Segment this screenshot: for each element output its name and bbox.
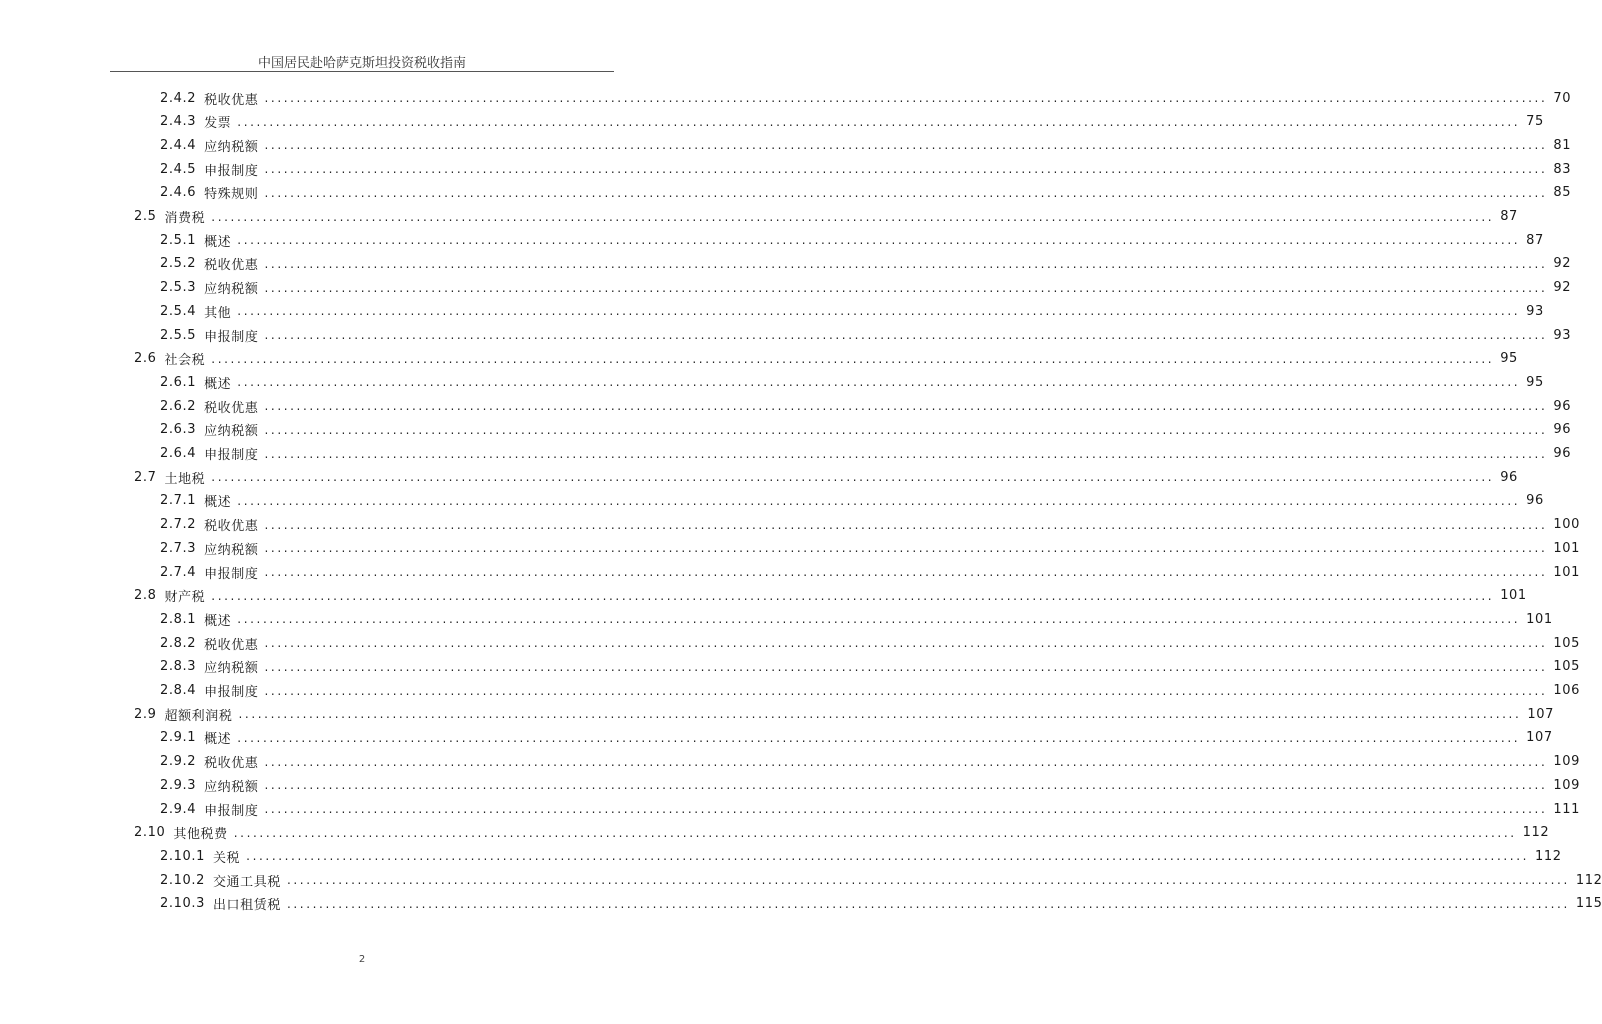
toc-entry-number: 2.4.4 bbox=[160, 137, 197, 153]
toc-entry-number: 2.4.2 bbox=[160, 90, 197, 106]
toc-entry-title: 概述 bbox=[204, 376, 232, 392]
toc-entry-number: 2.8.4 bbox=[160, 683, 197, 698]
toc-entry-page: 75 bbox=[1526, 114, 1544, 130]
toc-entry-title: 社会税 bbox=[164, 353, 206, 369]
toc-dot-leader: ........................................................................................................................................................................................................ bbox=[233, 825, 1517, 840]
toc-entry-page: 92 bbox=[1553, 256, 1572, 272]
toc-entry-number: 2.6.3 bbox=[160, 422, 197, 438]
toc-dot-leader: ........................................................................................................................................................................................................ bbox=[211, 209, 1495, 224]
toc-entry[interactable] bbox=[160, 489, 1544, 513]
toc-dot-leader: ........................................................................................................................................................................................................ bbox=[264, 754, 1548, 769]
toc-entry-title: 概述 bbox=[204, 495, 232, 511]
toc-entry-number: 2.5.2 bbox=[160, 256, 197, 272]
toc-entry-page: 115 bbox=[1575, 896, 1602, 912]
toc-dot-leader: ........................................................................................................................................................................................................ bbox=[264, 446, 1548, 461]
toc-entry[interactable] bbox=[134, 465, 1518, 489]
toc-entry-page: 101 bbox=[1500, 588, 1527, 604]
toc-dot-leader: ........................................................................................................................................................................................................ bbox=[264, 185, 1548, 200]
toc-entry-number: 2.6.1 bbox=[160, 374, 197, 390]
toc-entry[interactable] bbox=[160, 726, 1553, 750]
toc-entry-page: 93 bbox=[1553, 327, 1572, 343]
page-header: 中国居民赴哈萨克斯坦投资税收指南 bbox=[257, 56, 466, 71]
toc-entry[interactable] bbox=[160, 299, 1544, 323]
toc-entry[interactable] bbox=[160, 773, 1580, 797]
toc-entry-number: 2.6.4 bbox=[160, 446, 197, 461]
toc-entry-title: 申报制度 bbox=[204, 566, 259, 582]
toc-entry[interactable] bbox=[160, 181, 1572, 205]
toc-entry-page: 95 bbox=[1500, 351, 1518, 367]
toc-entry[interactable] bbox=[160, 892, 1602, 916]
toc-entry-number: 2.10.3 bbox=[160, 896, 205, 912]
toc-entry-page: 101 bbox=[1526, 611, 1553, 627]
toc-entry-title: 申报制度 bbox=[204, 803, 259, 819]
toc-entry[interactable] bbox=[160, 560, 1580, 584]
toc-entry-page: 107 bbox=[1527, 706, 1555, 722]
toc-entry-number: 2.8.2 bbox=[160, 635, 197, 651]
toc-entry-number: 2.8.1 bbox=[160, 611, 197, 627]
toc-entry-page: 96 bbox=[1526, 493, 1544, 509]
toc-entry-number: 2.9 bbox=[134, 706, 157, 722]
toc-entry-title: 发票 bbox=[204, 116, 232, 132]
toc-entry-page: 112 bbox=[1575, 872, 1602, 888]
toc-entry-number: 2.9.4 bbox=[160, 801, 197, 817]
toc-entry-title: 消费税 bbox=[164, 211, 206, 226]
toc-dot-leader: ........................................................................................................................................................................................................ bbox=[264, 683, 1548, 698]
toc-entry-title: 应纳税额 bbox=[204, 661, 259, 677]
toc-dot-leader: ........................................................................................................................................................................................................ bbox=[264, 138, 1548, 153]
toc-entry-number: 2.5.1 bbox=[160, 232, 197, 248]
toc-entry-page: 109 bbox=[1553, 754, 1580, 770]
toc-dot-leader: ........................................................................................................................................................................................................ bbox=[246, 849, 1530, 864]
toc-entry-title: 申报制度 bbox=[204, 163, 259, 179]
toc-entry[interactable] bbox=[160, 750, 1580, 774]
toc-entry-title: 申报制度 bbox=[204, 448, 259, 463]
toc-entry-page: 96 bbox=[1553, 422, 1572, 438]
toc-entry[interactable] bbox=[160, 276, 1572, 300]
toc-entry[interactable] bbox=[160, 513, 1580, 537]
toc-entry[interactable] bbox=[160, 323, 1572, 347]
toc-dot-leader: ........................................................................................................................................................................................................ bbox=[237, 114, 1521, 129]
toc-entry-number: 2.4.3 bbox=[160, 114, 197, 130]
toc-entry-number: 2.10.1 bbox=[160, 848, 205, 864]
toc-entry-page: 70 bbox=[1553, 90, 1572, 106]
toc-dot-leader: ........................................................................................................................................................................................................ bbox=[211, 351, 1495, 366]
toc-entry-title: 应纳税额 bbox=[204, 779, 259, 795]
toc-entry-page: 83 bbox=[1553, 161, 1572, 177]
toc-entry-title: 关税 bbox=[212, 850, 241, 866]
toc-dot-leader: ........................................................................................................................................................................................................ bbox=[264, 659, 1548, 674]
toc-entry-title: 土地税 bbox=[164, 471, 206, 487]
toc-dot-leader: ........................................................................................................................................................................................................ bbox=[211, 588, 1495, 603]
toc-entry-page: 96 bbox=[1553, 446, 1572, 461]
toc-dot-leader: ........................................................................................................................................................................................................ bbox=[237, 493, 1521, 508]
toc-entry-title: 交通工具税 bbox=[212, 874, 281, 890]
toc-entry[interactable] bbox=[134, 347, 1518, 371]
toc-entry-page: 107 bbox=[1526, 730, 1553, 746]
toc-entry-title: 申报制度 bbox=[204, 329, 259, 345]
toc-entry-number: 2.9.2 bbox=[160, 754, 197, 770]
toc-entry[interactable] bbox=[134, 821, 1550, 845]
toc-dot-leader: ........................................................................................................................................................................................................ bbox=[264, 541, 1548, 556]
toc-entry-number: 2.7.3 bbox=[160, 540, 197, 556]
header-rule bbox=[110, 71, 614, 72]
toc-entry[interactable] bbox=[160, 536, 1580, 560]
toc-entry-page: 105 bbox=[1553, 635, 1580, 651]
toc-entry[interactable] bbox=[160, 868, 1602, 892]
toc-dot-leader: ........................................................................................................................................................................................................ bbox=[264, 636, 1548, 651]
toc-dot-leader: ........................................................................................................................................................................................................ bbox=[211, 470, 1495, 485]
toc-entry-number: 2.9.3 bbox=[160, 777, 197, 793]
toc-entry-page: 111 bbox=[1553, 801, 1580, 817]
toc-dot-leader: ........................................................................................................................................................................................................ bbox=[264, 280, 1548, 295]
toc-entry-title: 税收优惠 bbox=[204, 519, 259, 535]
toc-dot-leader: ........................................................................................................................................................................................................ bbox=[238, 707, 1522, 722]
toc-entry-number: 2.5.3 bbox=[160, 280, 197, 296]
toc-entry-title: 应纳税额 bbox=[204, 139, 259, 155]
toc-entry-title: 税收优惠 bbox=[204, 92, 259, 108]
toc-entry[interactable] bbox=[160, 86, 1572, 110]
toc-entry-number: 2.7 bbox=[134, 469, 157, 485]
toc-entry-number: 2.8 bbox=[134, 588, 157, 604]
toc-entry-page: 92 bbox=[1553, 280, 1572, 296]
toc-entry[interactable] bbox=[160, 844, 1562, 868]
toc-entry[interactable] bbox=[134, 702, 1555, 726]
toc-dot-leader: ........................................................................................................................................................................................................ bbox=[264, 517, 1548, 532]
toc-entry-page: 106 bbox=[1553, 683, 1580, 698]
toc-entry[interactable] bbox=[160, 797, 1580, 821]
toc-entry-number: 2.8.3 bbox=[160, 659, 197, 675]
toc-entry-title: 税收优惠 bbox=[204, 258, 259, 274]
toc-dot-leader: ........................................................................................................................................................................................................ bbox=[237, 375, 1521, 390]
toc-dot-leader: ........................................................................................................................................................................................................ bbox=[264, 565, 1548, 579]
toc-entry-page: 105 bbox=[1553, 659, 1580, 675]
toc-entry-title: 概述 bbox=[204, 234, 232, 250]
toc-entry-page: 112 bbox=[1522, 825, 1550, 841]
toc-entry[interactable] bbox=[160, 418, 1572, 442]
toc-entry-title: 应纳税额 bbox=[204, 542, 259, 558]
toc-dot-leader: ........................................................................................................................................................................................................ bbox=[237, 612, 1521, 627]
page-number: 2 bbox=[358, 954, 366, 965]
toc-entry-number: 2.5.4 bbox=[160, 303, 197, 319]
toc-dot-leader: ........................................................................................................................................................................................................ bbox=[264, 802, 1548, 816]
toc-entry-page: 100 bbox=[1553, 517, 1580, 533]
toc-entry-page: 101 bbox=[1553, 540, 1580, 556]
toc-entry[interactable] bbox=[160, 607, 1553, 631]
toc-dot-leader: ........................................................................................................................................................................................................ bbox=[237, 233, 1521, 248]
toc-entry-number: 2.7.1 bbox=[160, 493, 197, 509]
toc-entry-page: 96 bbox=[1553, 398, 1572, 414]
toc-entry[interactable] bbox=[160, 679, 1580, 703]
toc-dot-leader: ........................................................................................................................................................................................................ bbox=[264, 91, 1548, 105]
toc-entry-page: 81 bbox=[1553, 137, 1572, 153]
toc-entry-number: 2.6.2 bbox=[160, 398, 197, 414]
toc-entry-title: 税收优惠 bbox=[204, 637, 259, 653]
toc-dot-leader: ........................................................................................................................................................................................................ bbox=[264, 399, 1548, 414]
toc-entry-page: 101 bbox=[1553, 564, 1580, 580]
toc-dot-leader: ........................................................................................................................................................................................................ bbox=[286, 896, 1570, 911]
toc-entry[interactable] bbox=[160, 157, 1572, 181]
toc-dot-leader: ........................................................................................................................................................................................................ bbox=[237, 304, 1521, 319]
toc-entry[interactable] bbox=[134, 584, 1527, 608]
toc-entry-number: 2.9.1 bbox=[160, 730, 197, 746]
toc-entry-page: 96 bbox=[1500, 469, 1518, 485]
toc-entry-number: 2.4.5 bbox=[160, 161, 197, 177]
toc-entry[interactable] bbox=[160, 133, 1572, 157]
toc-entry-number: 2.4.6 bbox=[160, 185, 197, 201]
toc-entry-number: 2.5 bbox=[134, 209, 157, 224]
toc-entry[interactable] bbox=[160, 370, 1544, 394]
toc-entry[interactable] bbox=[160, 252, 1572, 276]
toc-entry-title: 概述 bbox=[204, 732, 232, 748]
toc-entry-number: 2.7.4 bbox=[160, 564, 197, 580]
toc-entry-title: 税收优惠 bbox=[204, 400, 259, 416]
toc-entry-title: 应纳税额 bbox=[204, 424, 259, 440]
toc-dot-leader: ........................................................................................................................................................................................................ bbox=[264, 328, 1548, 342]
toc-entry[interactable] bbox=[160, 228, 1544, 252]
toc-entry-page: 93 bbox=[1526, 303, 1544, 319]
toc-entry-page: 112 bbox=[1535, 848, 1562, 864]
toc-dot-leader: ........................................................................................................................................................................................................ bbox=[237, 730, 1521, 745]
toc-entry-page: 85 bbox=[1553, 185, 1572, 201]
toc-entry[interactable] bbox=[134, 205, 1518, 229]
toc-entry-title: 税收优惠 bbox=[204, 756, 259, 772]
toc-entry-number: 2.6 bbox=[134, 351, 157, 367]
toc-entry[interactable] bbox=[160, 655, 1580, 679]
toc-dot-leader: ........................................................................................................................................................................................................ bbox=[286, 873, 1570, 888]
toc-dot-leader: ........................................................................................................................................................................................................ bbox=[264, 162, 1548, 177]
toc-entry-title: 应纳税额 bbox=[204, 282, 259, 298]
toc-entry[interactable] bbox=[160, 442, 1572, 466]
toc-entry-page: 87 bbox=[1500, 209, 1518, 224]
toc-dot-leader: ........................................................................................................................................................................................................ bbox=[264, 778, 1548, 793]
toc-entry-title: 申报制度 bbox=[204, 685, 259, 700]
toc-entry-number: 2.10 bbox=[134, 825, 166, 841]
toc-entry-number: 2.7.2 bbox=[160, 517, 197, 533]
toc-entry-title: 出口租赁税 bbox=[212, 898, 281, 914]
toc-entry-title: 概述 bbox=[204, 613, 232, 629]
toc-entry-page: 109 bbox=[1553, 777, 1580, 793]
toc-entry-page: 87 bbox=[1526, 232, 1544, 248]
toc-entry-title: 超额利润税 bbox=[164, 708, 233, 724]
toc-entry-title: 其他税费 bbox=[173, 827, 228, 843]
toc-dot-leader: ........................................................................................................................................................................................................ bbox=[264, 256, 1548, 271]
toc-entry[interactable] bbox=[160, 110, 1544, 134]
toc-dot-leader: ........................................................................................................................................................................................................ bbox=[264, 422, 1548, 437]
toc-entry-number: 2.10.2 bbox=[160, 872, 205, 888]
toc-entry-title: 财产税 bbox=[164, 590, 206, 606]
toc-entry-page: 95 bbox=[1526, 374, 1544, 390]
toc-entry-title: 特殊规则 bbox=[204, 187, 259, 203]
toc-entry-number: 2.5.5 bbox=[160, 327, 197, 343]
toc-entry[interactable] bbox=[160, 394, 1572, 418]
toc-entry[interactable] bbox=[160, 631, 1580, 655]
toc-entry-title: 其他 bbox=[204, 305, 232, 321]
